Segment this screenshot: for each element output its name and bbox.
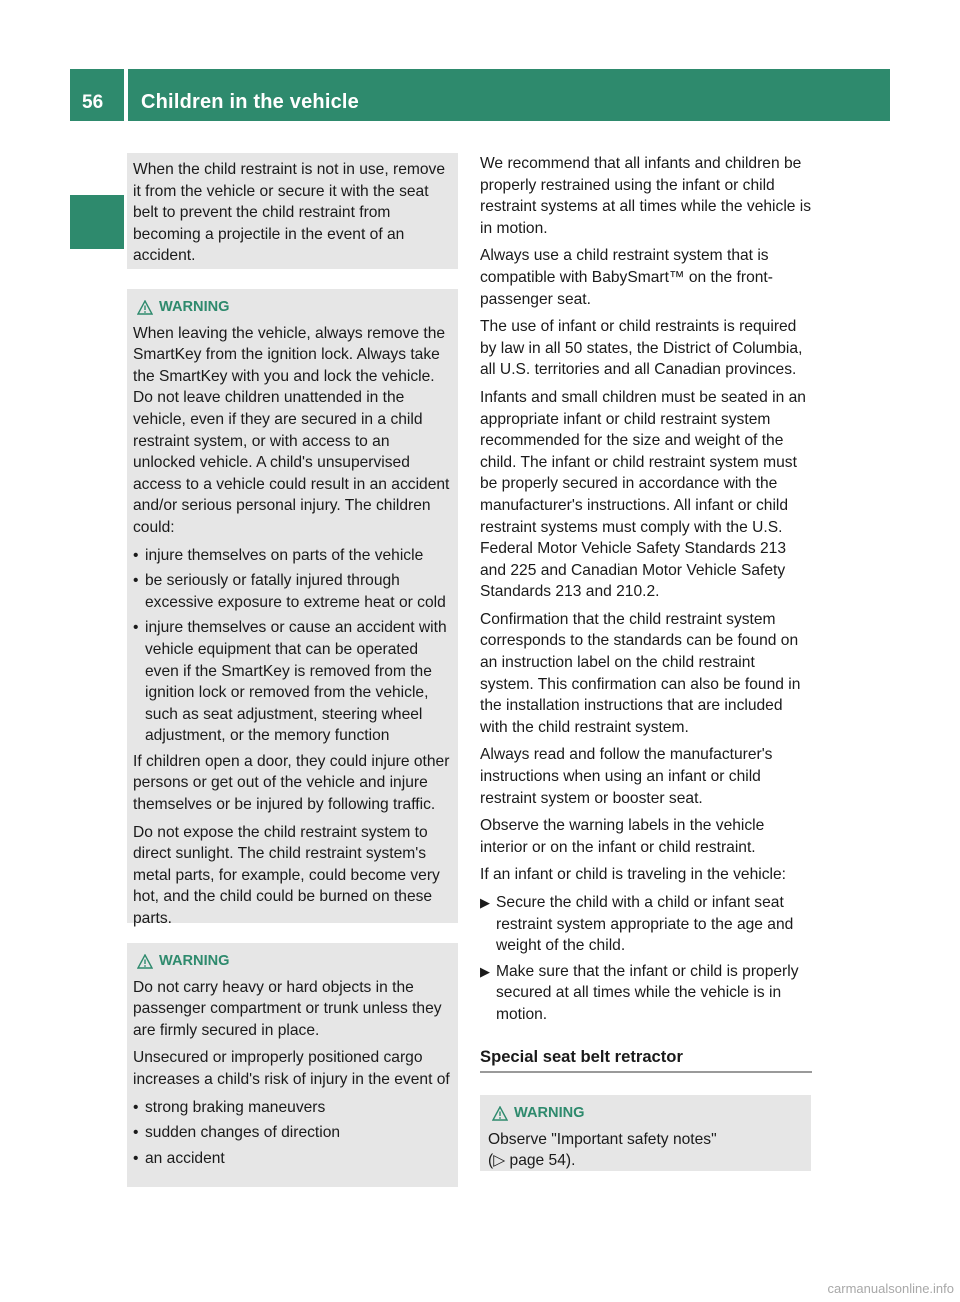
body-paragraph: Infants and small children must be seated in an appropriate infant or child restraint system recommended for the size and weight of the child. The infant or child restraint system must be properly secured in accordance with the manufacturer's instructions. All infant or child restraint systems must comply with the U.S. Federal Motor Vehicle Safety Standards 213 and 225 and Canadian Motor Vehicle Safety Standards 213 and 210.2.	[480, 388, 806, 601]
body-paragraph: We recommend that all infants and children be properly restrained using the infant or child restraint systems at all times while the vehicle is in motion.	[480, 155, 812, 237]
section-tab-marker	[70, 195, 124, 249]
page-number: 56	[82, 92, 104, 113]
list-item: • sudden changes of direction	[133, 1122, 450, 1144]
page-ref-arrow-icon: ▷	[493, 1152, 506, 1170]
body-paragraph: If an infant or child is traveling in the vehicle:	[480, 866, 786, 884]
warning-bullet-list	[133, 545, 450, 747]
body-paragraph: Always use a child restraint system that is compatible with BabySmart™ on the front-passenger seat.	[480, 247, 773, 308]
body-paragraph: Observe the warning labels in the vehicle interior or on the infant or child restraint.	[480, 817, 765, 856]
note-text: When the child restraint is not in use, remove it from the vehicle or secure it with the seat belt to prevent the child restraint from becoming a projectile in the event of an accident.	[133, 161, 446, 265]
step-text: Make sure that the infant or child is properly secured at all times while the vehicle is in motion.	[496, 962, 799, 1023]
warning-paragraph: If children open a door, they could injure other persons or get out of the vehicle and injure themselves or be injured by following traffic.	[133, 752, 450, 814]
warning-box-2	[127, 943, 458, 1187]
page-reference[interactable]	[488, 1150, 803, 1172]
right-column	[480, 153, 812, 1171]
warning-box-1	[127, 289, 458, 928]
list-item: • be seriously or fatally injured through excessive exposure to extreme heat or cold	[133, 570, 450, 613]
instruction-steps	[480, 892, 812, 1026]
warning-header	[133, 297, 450, 319]
body-paragraph: Always read and follow the manufacturer's instructions when using an infant or child restraint system or booster seat.	[480, 746, 773, 807]
header-divider	[124, 69, 128, 121]
warning-header	[488, 1103, 803, 1125]
list-item: • injure themselves or cause an accident with vehicle equipment that can be operated even if the SmartKey is removed from the ignition lock or removed from the vehicle, such as seat adjustment, steering wheel adjustment, or the memory function	[133, 617, 450, 747]
section-heading: Special seat belt retractor	[480, 1046, 812, 1074]
warning-bullet-list	[133, 1097, 450, 1170]
warning-title: WARNING	[514, 1105, 585, 1122]
warning-triangle-icon	[137, 954, 153, 969]
list-item	[480, 892, 812, 957]
watermark: carmanualsonline.info	[827, 1281, 954, 1296]
warning-paragraph: Do not expose the child restraint system to direct sunlight. The child restraint system's metal parts, for example, could become very hot, and the child could be burned on these parts.	[133, 823, 440, 928]
left-column	[127, 153, 458, 1187]
warning-paragraph: Unsecured or improperly positioned cargo increases a child's risk of injury in the event of	[133, 1049, 450, 1088]
reference-open-paren: (	[488, 1152, 494, 1170]
warning-text: Observe "Important safety notes"	[488, 1130, 717, 1148]
page-title: Children in the vehicle	[141, 91, 359, 113]
list-item: • strong braking maneuvers	[133, 1097, 450, 1119]
body-paragraph: The use of infant or child restraints is required by law in all 50 states, the District of Columbia, all U.S. territories and all Canadian provinces.	[480, 318, 803, 379]
warning-title: WARNING	[159, 953, 230, 969]
step-arrow-icon: ▶	[480, 895, 490, 910]
warning-title: WARNING	[159, 299, 230, 315]
note-box	[127, 153, 458, 269]
list-item: • injure themselves on parts of the vehicle	[133, 545, 450, 567]
warning-header	[133, 951, 450, 973]
list-item	[480, 961, 812, 1026]
warning-triangle-icon	[137, 300, 153, 315]
warning-box-3	[480, 1095, 811, 1171]
list-item: • an accident	[133, 1148, 450, 1170]
warning-paragraph: Do not carry heavy or hard objects in the passenger compartment or trunk unless they are firmly secured in place.	[133, 978, 442, 1039]
warning-paragraph: When leaving the vehicle, always remove the SmartKey from the ignition lock. Always take the SmartKey with you and lock the vehicle. Do not leave children unattended in the vehicle, even if they are secured in a child restraint system, or with access to an unlocked vehicle. A child's unsupervised access to a vehicle could result in an accident and/or serious personal injury. The children could:	[133, 324, 450, 536]
warning-triangle-icon	[492, 1106, 508, 1121]
page-reference-text: page 54).	[505, 1152, 576, 1170]
step-text: Secure the child with a child or infant seat restraint system appropriate to the age and weight of the child.	[496, 894, 794, 955]
body-paragraph: Confirmation that the child restraint system corresponds to the standards can be found on an instruction label on the child restraint system. This confirmation can also be found in the installation instructions that are included with the child restraint system.	[480, 610, 801, 736]
step-arrow-icon: ▶	[480, 963, 490, 979]
